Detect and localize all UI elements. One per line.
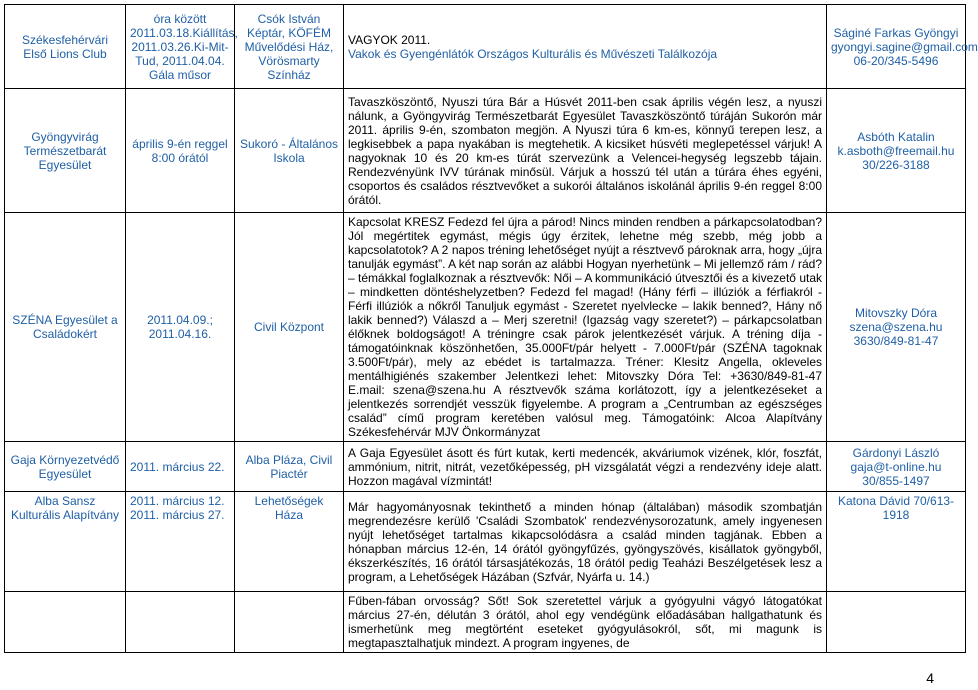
contact-cell: Asbóth Katalin k.asboth@freemail.hu 30/226-3188 xyxy=(827,89,966,213)
venue-cell: Civil Központ xyxy=(235,213,344,442)
event-subtitle: Vakok és Gyengénlátók Országos Kulturális és Művészeti Találkozója xyxy=(348,46,718,61)
organizer-cell: Gaja Környezetvédő Egyesület xyxy=(5,442,126,492)
organizer-cell: Székesfehérvári Első Lions Club xyxy=(5,5,126,89)
table-row xyxy=(5,442,966,492)
date-cell: 2011.04.09.; 2011.04.16. xyxy=(126,213,235,442)
table-row xyxy=(5,492,966,592)
description-cell xyxy=(344,5,827,89)
description-cell xyxy=(344,89,827,213)
contact-cell: Katona Dávid 70/613-1918 xyxy=(827,492,966,592)
venue-cell: Csók István Képtár, KÖFÉM Művelődési Ház, Vörösmarty Színház xyxy=(235,5,344,89)
table-row xyxy=(5,592,966,653)
event-title: VAGYOK 2011. xyxy=(348,32,431,47)
venue-cell: Alba Pláza, Civil Piactér xyxy=(235,442,344,492)
contact-cell: Ságiné Farkas Gyöngyi gyongyi.sagine@gmail.com 06-20/345-5496 xyxy=(827,5,966,89)
organizer-cell: SZÉNA Egyesület a Családokért xyxy=(5,213,126,442)
organizer-cell: Gyöngyvirág Természetbarát Egyesület xyxy=(5,89,126,213)
event-description: Már hagyományosnak tekinthető a minden hónap (általában) második szombatján megrendezésre kerülő 'Családi Szombatok' rendezvénysorozatunk, amely ingyenesen nyújt lehetőséget tartalmas kikapcsolódásra a család minden tagjának. Ebben a hónapban március 12-én, 14 órától gyöngyfűzés, gyöngyszövés, kisállatok gyöngyből, ékszerkészítés, 16 órától társasjátékozás, 18 órától pedig Teaházi Beszélgetések lesz a program, a Lehetőségek Házában (Szfvár, Nyárfa u. 14.) xyxy=(348,499,822,584)
event-description-continued: Fűben-fában orvosság? Sőt! Sok szeretettel várjuk a gyógyulni vágyó látogatókat március 27-én, délután 3 órától, ahol egy vendégünk előadásában hallgathatunk és ismerhetünk meg megtörtént eseteket gyógyulásokról, sőt, mi magunk is megtapasztalhatjuk mindezt. A program ingyenes, de xyxy=(348,594,822,650)
contact-cell: Mitovszky Dóra szena@szena.hu 3630/849-81-47 xyxy=(827,213,966,442)
description-cell xyxy=(344,592,827,653)
description-cell xyxy=(344,442,827,492)
venue-cell: Lehetőségek Háza xyxy=(235,492,344,592)
events-table xyxy=(4,4,978,653)
date-cell: április 9-én reggel 8:00 órától xyxy=(126,89,235,213)
organizer-cell: Alba Sansz Kulturális Alapítvány xyxy=(5,492,126,592)
event-description: Kapcsolat KRESZ Fedezd fel újra a párod! Nincs minden rendben a párkapcsolatodban? Jól megértitek egymást, mégis úgy érzitek, lehetne még szebb, még jobb a kapcsolatotok? A 2 napos tréning lehetőséget nyújt a résztvevő pároknak arra, hogy „újra tanulják egymást”. A két nap során az alábbi Hogyan nyerhetünk – Mi jellemző rám / rád? – témákkal foglalkoznak a résztvevők: Női – A kommunikáció útvesztői és a kivezető utak – mindketten döntéshelyzetben? Fedezd fel magad! (Hány férfi – illúziók a férfiakról - Férfi illúziók a nőkről Tanuljuk egymást - Szeretet nyelvlecke – lakik benned?, Hány nő lakik benned?) Válaszd a – Merj szeretni! (Igazság vagy szeretet?) – párkapcsolatban élőknek boldogságot! A tréningre csak párok jelentkezését várjuk. A tréning díja - támogatóinknak köszönhetően, 35.000Ft/pár helyett - 7.000Ft/pár (SZÉNA tagoknak 3.500Ft/pár), mely az ebédet is tartalmazza. Tréner: Klesitz Angella, okleveles mentálhigiénés szakember Jelentkezi lehet: Mitovszky Dóra Tel: +3630/849-81-47 E.mail: szena@szena.hu A résztvevők száma korlátozott, így a jelentkezéseket a jelentkezés sorrendjét vesszük figyelembe. A program a „Centrumban az egészséges család” című program keretében valósul meg. Támogatóink: Alcoa Alapítvány Székesfehérvár MJV Önkormányzat xyxy=(348,215,822,439)
table-row xyxy=(5,5,966,89)
date-cell: óra között 2011.03.18.Kiállítás, 2011.03.26.Ki-Mit-Tud, 2011.04.04. Gála műsor xyxy=(126,5,235,89)
page-number: 4 xyxy=(926,670,934,686)
event-description: Tavaszköszöntő, Nyuszi túra Bár a Húsvét 2011-ben csak április végén lesz, a nyuszi nálunk, a Gyöngyvirág Természetbarát Egyesület Tavaszköszöntő túráján Sukorón már 2011. április 9-én, szombaton megjön. A Nyuszi túra 6 km-es, könnyű terepen lesz, a legkisebbek a papa nyakában is megtehetik. A kicsiket húsvéti meglepetéssel várjuk! A nagyoknak 10 és 20 km-es túrát szervezünk a Velencei-hegység legszebb tájain. Rendezvényünk IVV túrának minősül. Várjuk a hosszú tél után a túrára éhes egyéni, csoportos és családos résztvevőket a sukorói általános iskolánál április 9-én reggel 8:00 órától. xyxy=(348,94,822,207)
date-cell: 2011. március 22. xyxy=(126,442,235,492)
contact-cell: Gárdonyi László gaja@t-online.hu 30/855-1497 xyxy=(827,442,966,492)
table-row xyxy=(5,213,966,442)
description-cell xyxy=(344,492,827,592)
table-row xyxy=(5,89,966,213)
date-cell: 2011. március 12. 2011. március 27. xyxy=(126,492,235,592)
description-cell xyxy=(344,213,827,442)
venue-cell: Sukoró - Általános Iskola xyxy=(235,89,344,213)
event-description: A Gaja Egyesület ásott és fúrt kutak, kerti medencék, akváriumok vizének, klór, foszfát, ammónium, nitrit, nitrát, vezetőképesség, pH vizsgálatát végzi a rendezvény ideje alatt. Hozzon magával vízmintát! xyxy=(348,445,822,488)
